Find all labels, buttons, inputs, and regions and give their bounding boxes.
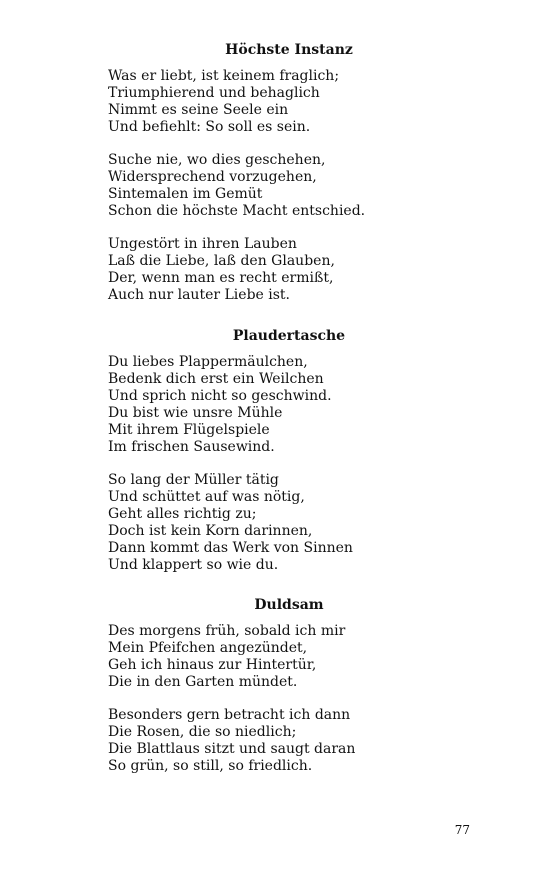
verse-line: Bedenk dich erst ein Weilchen xyxy=(108,371,324,387)
stanza xyxy=(108,68,478,136)
poem-title: Plaudertasche xyxy=(232,328,346,344)
verse-line: Der, wenn man es recht ermißt, xyxy=(108,270,334,286)
stanza xyxy=(108,152,478,220)
verse-line: Du liebes Plappermäulchen, xyxy=(108,354,308,370)
stanza xyxy=(108,623,478,691)
stanza xyxy=(108,354,478,456)
verse-line: Ungestört in ihren Lauben xyxy=(108,236,297,252)
verse-line: Nimmt es seine Seele ein xyxy=(108,102,289,118)
verse-line: Widersprechend vorzugehen, xyxy=(108,169,317,185)
poem-title: Höchste Instanz xyxy=(225,42,353,58)
verse-line: Besonders gern betracht ich dann xyxy=(108,707,351,723)
stanza xyxy=(108,472,478,574)
verse-line: Und klappert so wie du. xyxy=(108,557,279,573)
verse-line: Doch ist kein Korn darinnen, xyxy=(108,523,313,539)
verse-line: Im frischen Sausewind. xyxy=(108,439,275,455)
verse-line: So grün, so still, so friedlich. xyxy=(108,758,313,774)
verse-line: Die Rosen, die so niedlich; xyxy=(108,724,297,740)
verse-line: Sintemalen im Gemüt xyxy=(108,186,263,202)
verse-line: Geht alles richtig zu; xyxy=(108,506,257,522)
verse-line: Geh ich hinaus zur Hintertür, xyxy=(108,657,317,673)
verse-line: Und sprich nicht so geschwind. xyxy=(108,388,332,404)
verse-line: Suche nie, wo dies geschehen, xyxy=(108,152,326,168)
verse-line: Was er liebt, ist keinem fraglich; xyxy=(108,68,340,84)
verse-line: Dann kommt das Werk von Sinnen xyxy=(108,540,353,556)
verse-line: Schon die höchste Macht entschied. xyxy=(108,203,366,219)
verse-line: Und schüttet auf was nötig, xyxy=(108,489,305,505)
verse-line: Auch nur lauter Liebe ist. xyxy=(108,287,290,303)
verse-line: Die Blattlaus sitzt und saugt daran xyxy=(108,741,356,757)
verse-line: Und befiehlt: So soll es sein. xyxy=(108,119,311,135)
verse-line: Mein Pfeifchen angezündet, xyxy=(108,640,308,656)
stanza xyxy=(108,707,478,775)
verse-line: Triumphierend und behaglich xyxy=(108,85,320,101)
verse-line: Laß die Liebe, laß den Glauben, xyxy=(108,253,335,269)
stanza xyxy=(108,236,478,304)
verse-line: Die in den Garten mündet. xyxy=(108,674,298,690)
page-number: 77 xyxy=(454,823,470,837)
poem-title: Duldsam xyxy=(254,597,324,613)
verse-line: Mit ihrem Flügelspiele xyxy=(108,422,270,438)
verse-line: Du bist wie unsre Mühle xyxy=(108,405,283,421)
verse-line: So lang der Müller tätig xyxy=(108,472,279,488)
verse-line: Des morgens früh, sobald ich mir xyxy=(108,623,346,639)
